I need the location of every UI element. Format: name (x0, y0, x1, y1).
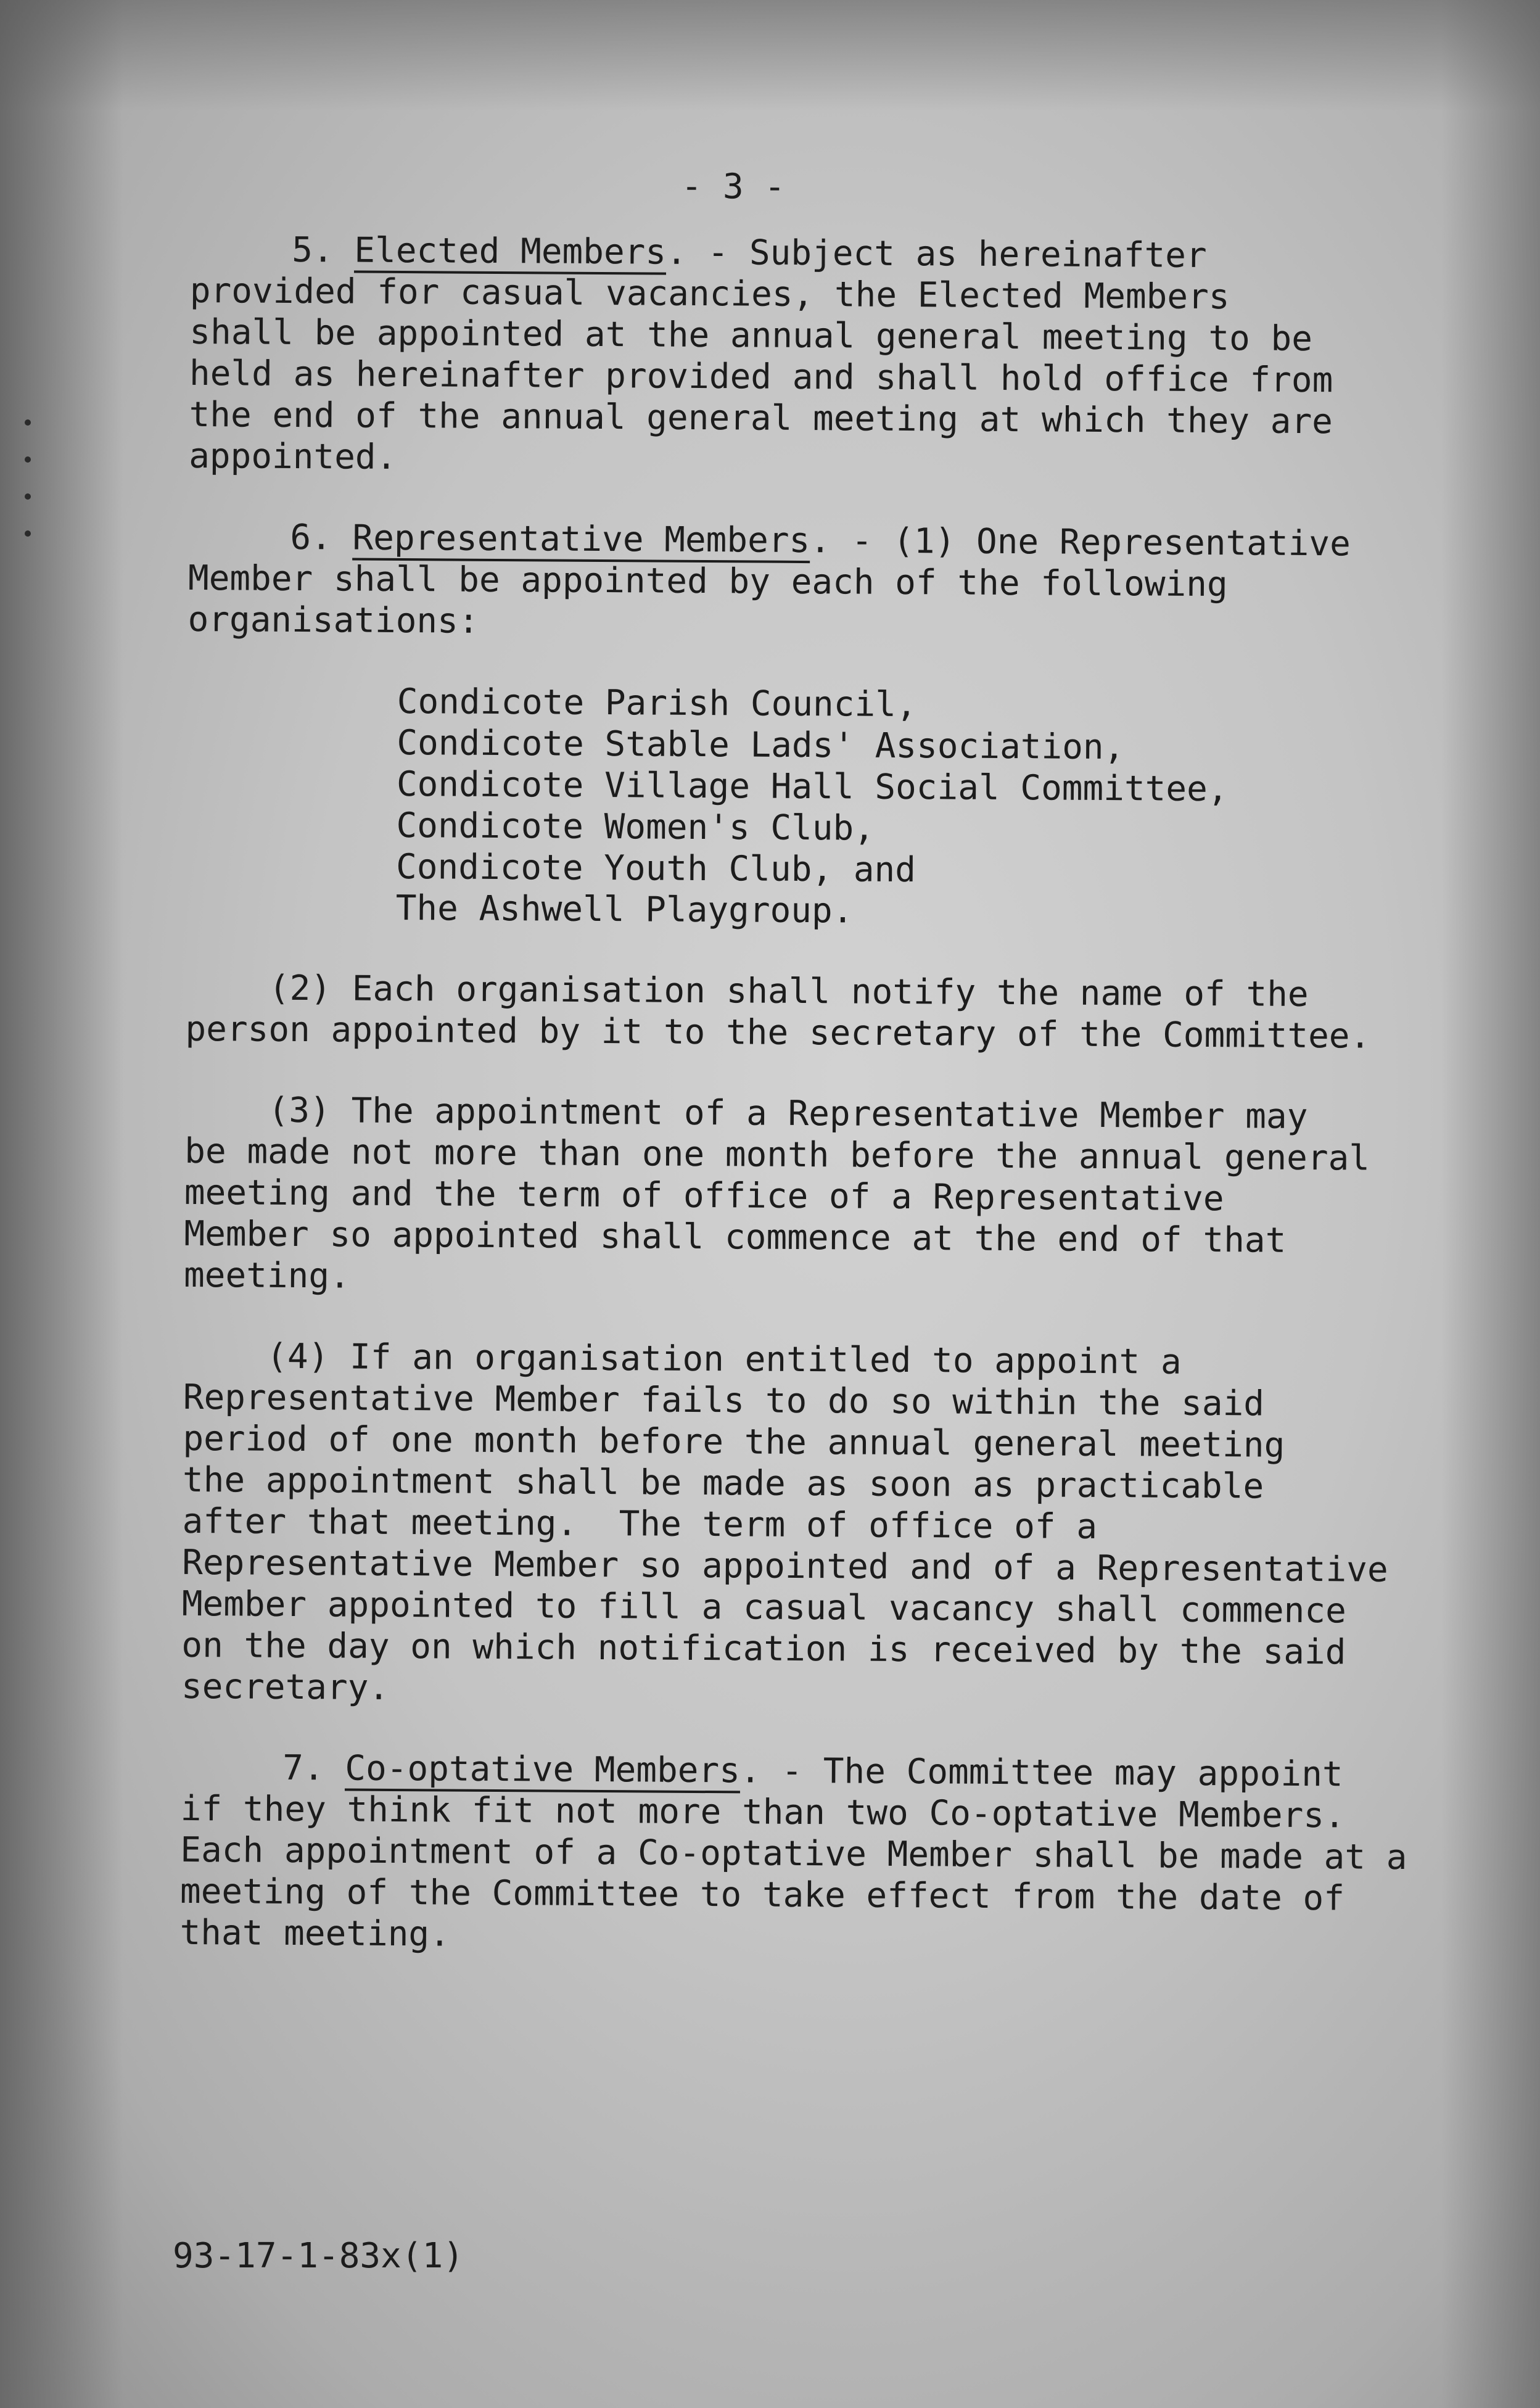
section-line: held as hereinafter provided and shall hold office from (189, 353, 1333, 401)
organisation-item: Condicote Youth Club, and (395, 846, 916, 891)
section-line: secretary. (181, 1666, 390, 1708)
section-5 (189, 229, 1423, 484)
organisation-item: The Ashwell Playgroup. (395, 888, 854, 931)
section-line: Representative Member fails to do so within the said (183, 1377, 1265, 1424)
section-line: provided for casual vacancies, the Elected Members (189, 270, 1230, 318)
paper-mark (25, 530, 31, 537)
page-shadow-left (0, 0, 123, 2408)
section-6 (187, 516, 1422, 648)
section-line: . - The Committee may appoint (739, 1750, 1343, 1795)
section-line: that meeting. (179, 1912, 451, 1955)
paper-mark (25, 419, 31, 426)
section-line: . - (1) One Representative (810, 521, 1351, 564)
section-line: on the day on which notification is received by the said (181, 1625, 1346, 1673)
section-line: if they think fit not more than two Co-optative Members. (180, 1788, 1345, 1836)
section-line: the appointment shall be made as soon as practicable (182, 1459, 1264, 1507)
section-6-subsection-2 (185, 967, 1419, 1057)
section-line: . - Subject as hereinafter (665, 232, 1207, 276)
page-shadow-right (1441, 0, 1540, 2408)
section-line: meeting of the Committee to take effect from the date of (179, 1871, 1345, 1919)
section-line: Member appointed to fill a casual vacancy shall commence (181, 1583, 1347, 1631)
section-line: Member so appointed shall commence at the end of that (184, 1213, 1287, 1261)
paper-mark (25, 456, 31, 463)
section-7-number: 7. (282, 1747, 324, 1789)
section-line: Representative Member so appointed and of a Representative (182, 1542, 1388, 1590)
section-line: Each appointment of a Co-optative Member shall be made at a (180, 1829, 1407, 1878)
section-line: person appointed by it to the secretary of the Committee. (185, 1008, 1371, 1057)
section-line: (4) If an organisation entitled to appoint a (266, 1336, 1182, 1382)
page-shadow-top (0, 0, 1540, 111)
page-number: - 3 - (681, 166, 786, 207)
section-7-heading: Co-optative Members (345, 1748, 740, 1793)
section-6-subsection-4 (181, 1335, 1417, 1715)
section-line: (3) The appointment of a Representative Member may (268, 1090, 1308, 1137)
section-7 (179, 1747, 1414, 1961)
section-line: (2) Each organisation shall notify the name of the (268, 968, 1309, 1015)
organisation-item: Condicote Village Hall Social Committee, (396, 764, 1229, 810)
section-line: be made not more than one month before the annual general (184, 1131, 1370, 1179)
section-6-heading: Representative Members (352, 518, 810, 564)
section-line: organisations: (187, 599, 479, 641)
document-reference: 93-17-1-83x(1) (173, 2236, 464, 2276)
organisation-list (186, 680, 1421, 935)
section-5-heading: Elected Members (354, 231, 666, 275)
section-6-number: 6. (290, 517, 332, 558)
section-line: after that meeting. The term of office of a (182, 1501, 1098, 1547)
document-body (179, 163, 1424, 2000)
section-line: shall be appointed at the annual general meeting to be (189, 311, 1313, 360)
section-5-number: 5. (292, 229, 334, 271)
section-line: meeting and the term of office of a Representative (184, 1172, 1224, 1219)
section-6-first-line (188, 516, 1422, 565)
section-line: meeting. (183, 1255, 350, 1297)
organisation-item: Condicote Women's Club, (396, 805, 875, 849)
section-7-first-line (181, 1747, 1414, 1796)
organisation-item: Condicote Parish Council, (397, 681, 917, 725)
section-line: appointed. (188, 435, 397, 477)
organisation-item: Condicote Stable Lads' Association, (397, 722, 1125, 768)
section-line: Member shall be appointed by each of the following (187, 558, 1228, 605)
paper-mark (25, 493, 31, 500)
section-line: the end of the annual general meeting at which they are (189, 394, 1333, 442)
section-5-first-line (190, 229, 1423, 278)
section-line: period of one month before the annual general meeting (183, 1418, 1285, 1466)
section-6-subsection-3 (184, 1089, 1419, 1303)
